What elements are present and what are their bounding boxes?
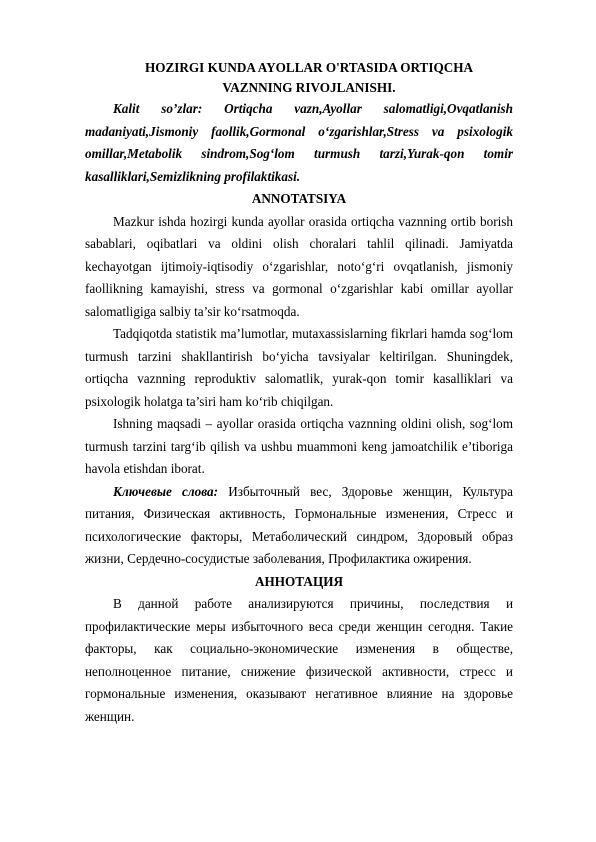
- document-title: [85, 58, 513, 98]
- annotation-ru-heading: АННОТАЦИЯ: [255, 573, 343, 589]
- keywords-uz-text: Ortiqcha vazn,Ayollar salomatligi,Ovqatlanish madaniyati,Jismoniy faollik,Gormonal o‘zgarishlar,Stress va psixologik omillar,Metabolik sindrom,Sog‘lom turmush tarzi,Yurak-qon tomir kasalliklari,Semizlikning profilaktikasi.: [85, 101, 514, 184]
- title-line-2: VAZNNING RIVOJLANISHI.: [222, 80, 396, 95]
- annotation-uz-paragraph-2: Tadqiqotda statistik ma’lumotlar, mutaxassislarning fikrlari hamda sog‘lom turmush tarzini shakllantirish bo‘yicha tavsiyalar keltirilgan. Shuningdek, ortiqcha vaznning reproduktiv salomatlik, yurak-qon tomir kasalliklari va psixologik holatga ta’siri ham ko‘rib chiqilgan.: [85, 326, 513, 409]
- annotation-uz-paragraph-3: Ishning maqsadi – ayollar orasida ortiqcha vaznning oldini olish, sog‘lom turmush tarzini targ‘ib qilish va ushbu muammoni keng jamoatchilik e’tiboriga havola etishdan iborat.: [85, 416, 513, 476]
- annotation-uz-heading: ANNOTATSIYA: [251, 191, 347, 206]
- annotation-ru-paragraph-1: В данной работе анализируются причины, последствия и профилактические меры избыточного веса среди женщин сегодня. Такие факторы, как социально-экономические изменения в обществе, неполноценное питание, снижение физической активности, стресс и гормональные изменения, оказывают негативное влияние на здоровье женщин.: [85, 596, 513, 724]
- document-page: [85, 58, 513, 728]
- title-line-1: HOZIRGI KUNDA AYOLLAR O'RTASIDA ORTIQCHA: [144, 60, 474, 75]
- keywords-uz-label: Kalit so’zlar:: [113, 101, 203, 116]
- keywords-ru-label: Ключевые слова:: [113, 483, 219, 499]
- keywords-ru: [85, 481, 513, 571]
- keywords-ru-text: Избыточный вес, Здоровье женщин, Культура питания, Физическая активность, Гормональные изменения, Стресс и психологические факторы, Метаболический синдром, Здоровый образ жизни, Сердечно-сосудистые заболевания, Профилактика ожирения.: [85, 483, 513, 566]
- keywords-uz: [85, 98, 513, 188]
- annotation-uz-paragraph-1: Mazkur ishda hozirgi kunda ayollar orasida ortiqcha vaznning ortib borish sabablari, oqibatlari va oldini olish choralari tahlil qilinadi. Jamiyatda kechayotgan ijtimoiy-iqtisodiy o‘zgarishlar, noto‘g‘ri ovqatlanish, jismoniy faollikning kamayishi, stress va gormonal o‘zgarishlar kabi omillar ayollar salomatligiga salbiy ta’sir ko‘rsatmoqda.: [85, 213, 513, 319]
